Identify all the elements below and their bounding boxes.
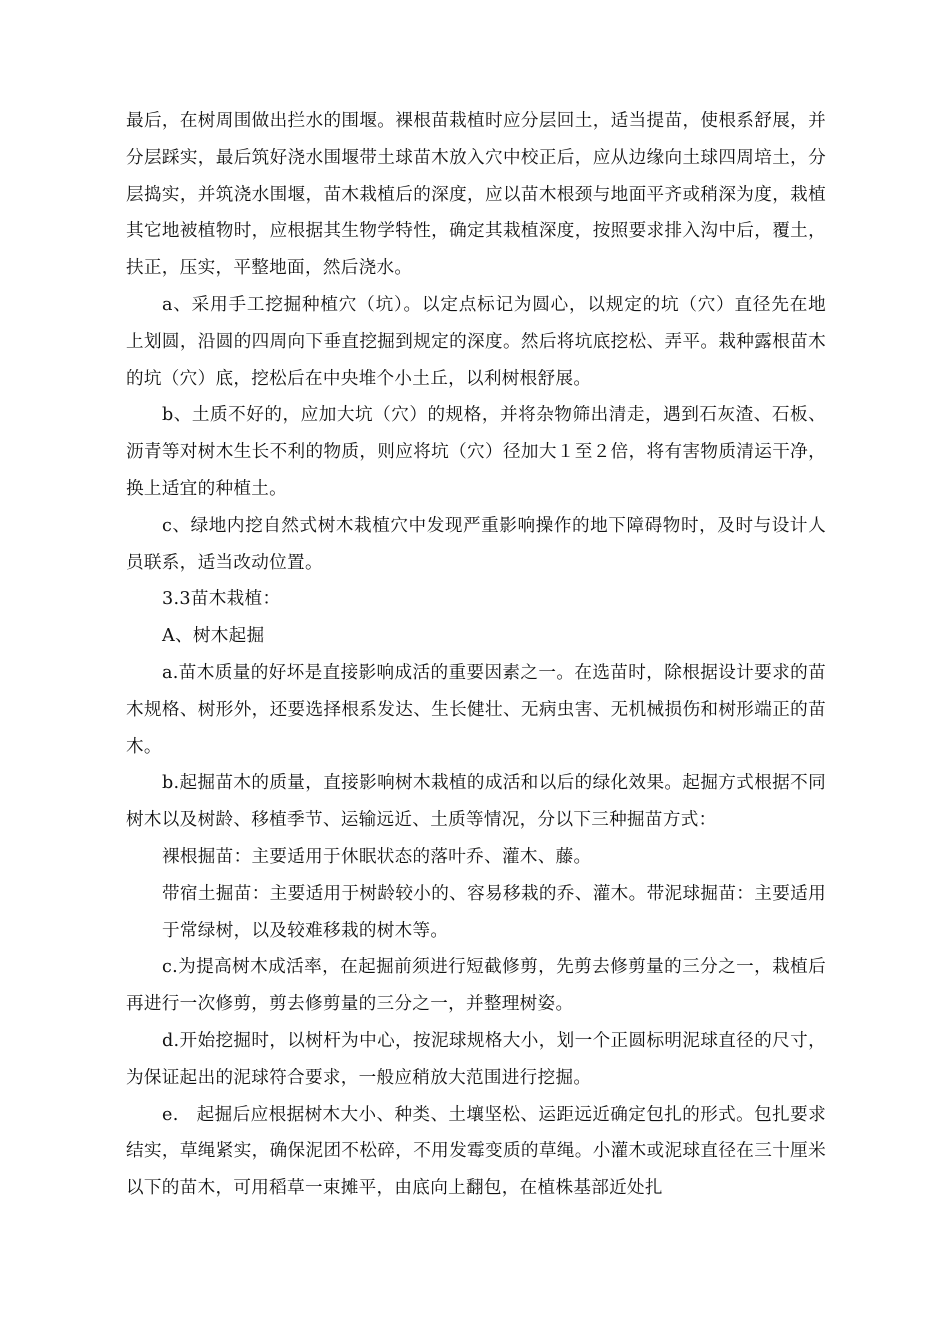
document-body bbox=[126, 103, 826, 1207]
paragraph-bare-root-lifting: 裸根掘苗：主要适用于休眠状态的落叶乔、灌木、藤。 bbox=[162, 846, 592, 867]
paragraph-b-lifting-methods: b.起掘苗木的质量，直接影响树木栽植的成活和以后的绿化效果。起掘方式根据不同树木以及树龄、移植季节、运输远近、土质等情况，分以下三种掘苗方式： bbox=[126, 773, 826, 831]
paragraph-a-seedling-quality: a.苗木质量的好坏是直接影响成活的重要因素之一。在选苗时，除根据设计要求的苗木规格、树形外，还要选择根系发达、生长健壮、无病虫害、无机械损伤和树形端正的苗木。 bbox=[126, 662, 826, 757]
paragraph-c-underground-obstacles: c、绿地内挖自然式树木栽植穴中发现严重影响操作的地下障碍物时，及时与设计人员联系，适当改动位置。 bbox=[126, 515, 826, 573]
subheading-a-tree-lifting: A、树木起掘 bbox=[162, 626, 265, 647]
paragraph-c-pruning: c.为提高树木成活率，在起掘前须进行短截修剪，先剪去修剪量的三分之一，栽植后再进行一次修剪，剪去修剪量的三分之一，并整理树姿。 bbox=[126, 957, 826, 1015]
section-heading-3-3: 3.3苗木栽植： bbox=[162, 589, 281, 610]
paragraph-e-wrapping: e. 起掘后应根据树木大小、种类、土壤坚松、运距远近确定包扎的形式。包扎要求结实，草绳紧实，确保泥团不松碎，不用发霉变质的草绳。小灌木或泥球直径在三十厘米以下的苗木，可用稻草一束摊平，由底向上翻包，在植株基部近处扎 bbox=[126, 1104, 826, 1199]
paragraph-soil-ball-lifting: 带宿土掘苗：主要适用于树龄较小的、容易移栽的乔、灌木。带泥球掘苗：主要适用于常绿树，以及较难移栽的树木等。 bbox=[162, 883, 826, 941]
paragraph-d-digging: d.开始挖掘时，以树杆为中心，按泥球规格大小，划一个正圆标明泥球直径的尺寸，为保证起出的泥球符合要求，一般应稍放大范围进行挖掘。 bbox=[126, 1030, 826, 1088]
paragraph-a-manual-digging: a、采用手工挖掘种植穴（坑）。以定点标记为圆心，以规定的坑（穴）直径先在地上划圆，沿圆的四周向下垂直挖掘到规定的深度。然后将坑底挖松、弄平。栽种露根苗木的坑（穴）底，挖松后在中央堆个小土丘，以利树根舒展。 bbox=[126, 294, 826, 389]
paragraph-b-poor-soil: b、土质不好的，应加大坑（穴）的规格，并将杂物筛出清走，遇到石灰渣、石板、沥青等对树木生长不利的物质，则应将坑（穴）径加大１至２倍，将有害物质清运干净，换上适宜的种植土。 bbox=[126, 405, 826, 499]
paragraph-backfill-planting: 最后，在树周围做出拦水的围堰。裸根苗栽植时应分层回土，适当提苗，使根系舒展，并分层踩实，最后筑好浇水围堰带土球苗木放入穴中校正后，应从边缘向土球四周培土，分层捣实，并筑浇水围堰，苗木栽植后的深度，应以苗木根颈与地面平齐或稍深为度，栽植其它地被植物时，应根据其生物学特性，确定其栽植深度，按照要求排入沟中后，覆土，扶正，压实，平整地面，然后浇水。 bbox=[126, 111, 826, 279]
